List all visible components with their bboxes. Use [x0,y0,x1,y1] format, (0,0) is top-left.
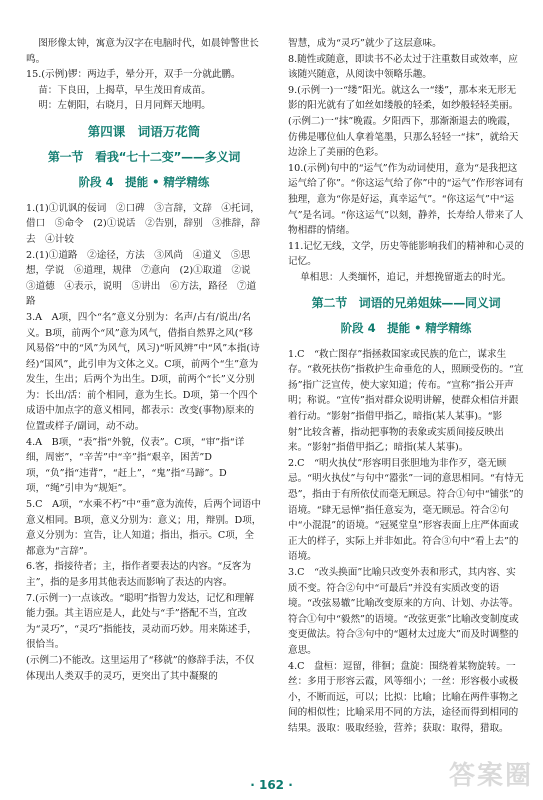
page-number: · 162 · [250,778,293,792]
answer-paragraph: 7.(示例一)一点该改。“聪明”指智力发达，记忆和理解能力强。其主语应是人，此处与“手”搭配不当，宜改为“灵巧”，“灵巧”指能技，灵动而巧妙。用来陈述手，很恰当。 [26,592,257,651]
answer-paragraph: 3.C “改头换面”比喻只改变外表和形式，其内容、实质不变。符合②句中“可最后”并没有实质改变的语境。“改弦易辙”比喻改变原来的方向、计划、办法等。符合①句中“毅然”的语境。“改弦更张”比喻改变制度或变更做法。符合③句中的“题材太过庞大”而及时调整的意思。 [288,567,519,656]
answer-paragraph: 4.C 盘桓：逗留，徘徊；盘旋：围绕着某物旋转。一丝：多用于形容云霞，风等细小；一丝：形容极小或极小，不断而远，可以；比拟：比喻；比喻在两件事物之间的相似性；比喻采用不同的方法，途径而得到相同的结果。汲取：吸取经验，营养；获取：取得，猎取。 [288,660,519,734]
spacer [288,337,524,347]
answer-paragraph: 9.(示例一)一“缕”阳光。就这么一“缕”，那本来无形无影的阳光就有了如丝如缕般的轻柔，如纱般轻轻美丽。(示例二)一“抹”晚霞。夕阳西下，那渐渐退去的晚霞，仿佛是哪位仙人拿着笔墨，只那么轻轻一“抹”，就给天边涂上了美丽的色彩。 [288,84,519,159]
answer-paragraph: (示例二)不能改。这里运用了“移就”的修辞手法，不仅体现出人类双手的灵巧，更突出了其中凝聚的 [26,654,255,682]
section-title: 第二节 词语的兄弟姐妹——同义词 [311,295,501,310]
answer-paragraph: 单相思：人类缅怀，追记，并想挽留逝去的时光。 [288,271,512,283]
answer-paragraph: 6.客，指接待者；主，指作者要表达的内容。“反客为主”，指的是多用其他表达而影响了表达的内容。 [26,561,252,588]
left-column [26,36,262,684]
spacer [26,191,262,201]
lesson-title: 第四课 词语万花筒 [87,123,201,139]
answer-paragraph: 11.记忆无线，文学，历史等能影响我们的精神和心灵的记忆。 [288,240,524,268]
answer-paragraph: 8.随性或随意，即读书不必太过于注重数目或效率，应该随兴随意，从阅读中领略乐趣。 [288,53,518,81]
stage-title: 阶段 4 提能 • 精学精练 [78,175,210,190]
answer-paragraph: 明：左朝阳，右晓月，日月同辉天地明。 [26,100,211,112]
spacer [26,165,262,175]
spacer [288,286,524,296]
answer-paragraph: 1.C “救亡图存”指拯救国家或民族的危亡，谋求生存。“救死扶伤”指救护生命垂危的人，照顾受伤的。“宣扬”指广泛宣传，使大家知道；传布。“宣称”指公开声明；称说。“宣传”指对群众说明讲解，使群众相信并跟着行动。“影射”指借甲指乙，暗指(某人某事)。“影射”比较含蓄，指动把事物的表象或实质间接反映出来。“影射”指借甲指乙；暗指(某人某事)。 [288,348,524,454]
answer-paragraph: 1.(1)①讥讽的佞词 ②口碑 ③言辞，文辞 ④托词，借口 ⑤命令 (2)①说话 ②告别，辞别 ③推辞，辞去 ④计较 [26,202,261,245]
answer-paragraph: 10.(示例)句中的“运气”作为动词使用，意为“是我把这运气给了你”。“你这运气给了你”中的“运气”作形容词有独理，意为“你是好运，真幸运气”。“你这运气”中“运气”是名词。“你这运气”以刻，静养，长寿给人带来了人物相群的情绪。 [288,162,524,237]
answer-paragraph: 2.(1)①道路 ②途径，方法 ③风尚 ④道义 ⑤思想，学说 ⑥道理，规律 ⑦意向 (2)①取道 ②说 ③道德 ④表示，说明 ⑤讲出 ⑥方法，路径 ⑦道路 [26,249,261,308]
right-column [288,36,524,737]
answer-paragraph: 3.A A项，四个“名”意义分别为：名声/占有/说出/名义。B项，前两个“风”意为风气，借指自然界之风(“移风易俗”中的“风”为风气，风习)“听风辨”中“风”本指(诗经)“国风”，此引申为文体之义。C项，前两个“生”意为发生，生出；后两个为出生。D项，前两个“长”义分别为：长出/活：前个相同，意为生长。D项，第一个四个成语中加点字的意义相同，都表示：改变(事物)原来的位置或样子/副词，动不动。 [26,311,260,433]
answer-paragraph: 15.(示例)锣：两边手，晕分开，双手一分就此鹏。 [26,69,241,81]
section-title: 第一节 看我“七十二变”——多义词 [47,149,241,164]
answer-paragraph: 苗：下良田，上揭草，早生茂田育成苗。 [26,84,211,96]
watermark-logo: 答案圈 [448,761,533,791]
spacer [288,311,524,321]
stage-title: 阶段 4 提能 • 精学精练 [340,321,472,336]
answer-paragraph: 图形像太钟，寓意为汉字在电脑时代，如晨钟警世长鸣。 [26,38,259,65]
answer-paragraph: 5.C A项，“水乘不朽”中“垂”意为流传，后两个词语中意义相同。B项，意义分别为：意义；用，辩别。D项，意义分别为：宣告，让人知道；指出，指示。C项，全都意为“言辞”。 [26,499,262,557]
spacer [26,114,262,124]
answer-paragraph: 2.C “明火执仗”形容明目张胆地为非作歹，毫无顾忌。“明火执仗”与句中“嚣张”一词的意思相同。“有恃无恐”，指由于有所依仗而毫无顾忌。符合①句中“铺张”的语境。“肆无忌惮”指任意妄为，毫无顾忌。符合②句中“小混混”的语境。“冠冕堂皇”形容表面上庄严体面或正大的样子，实际上并非如此。符合③句中“看上去”的语境。 [288,457,524,563]
answer-paragraph: 4.A B项，“表”指“外貌，仪表”。C项，“审”指“详细，周密”，“辛苦”中“辛”指“艰辛，困苦”D项，“负”指“违背”，“赶上”，“鬼”指“马蹄”。D项，“绳”引申为“规矩”。 [26,436,245,495]
spacer [26,140,262,150]
answer-paragraph: 智慧，成为“灵巧”就少了这层意味。 [288,38,442,49]
